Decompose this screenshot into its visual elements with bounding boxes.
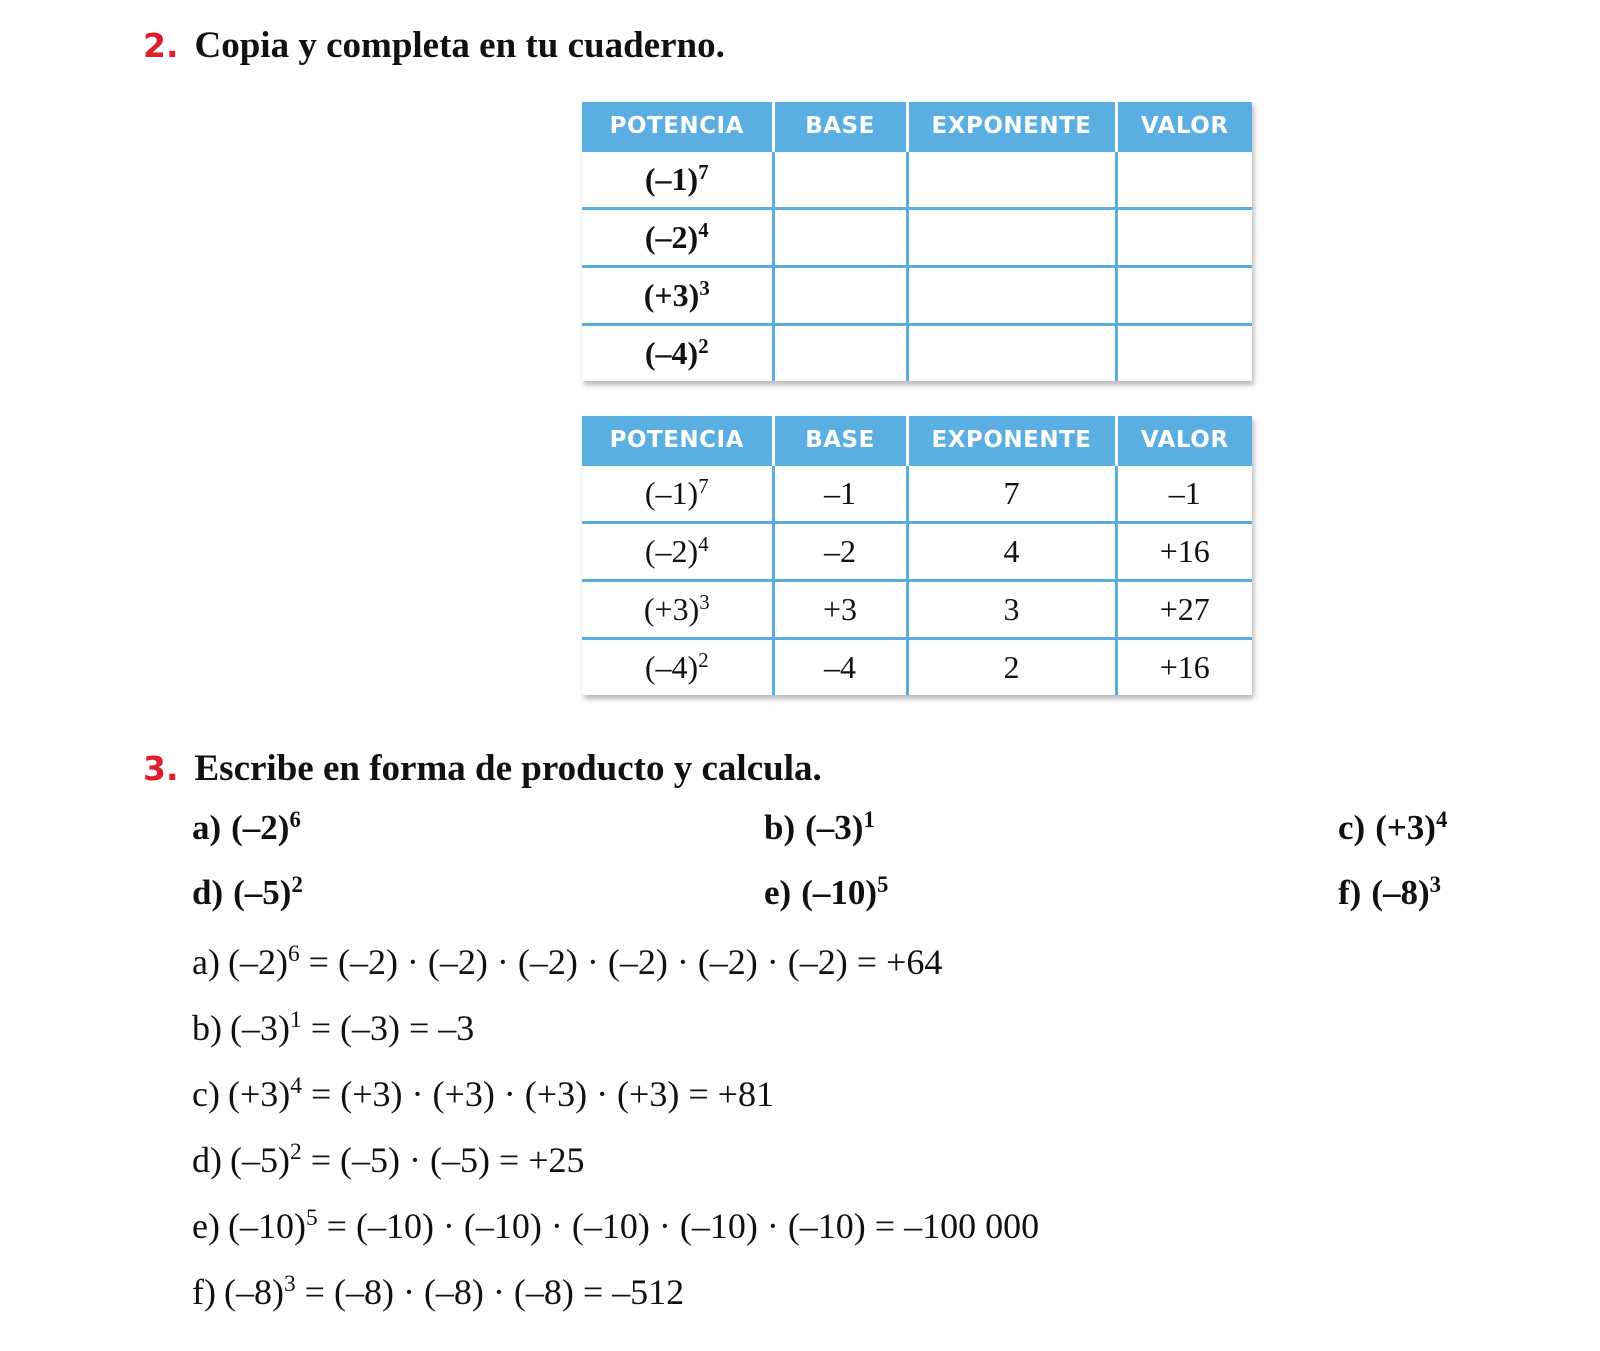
- cell-base: –2: [773, 523, 907, 581]
- cell-exponente: 2: [907, 639, 1116, 696]
- table-row: [582, 639, 1252, 696]
- cell-base: +3: [773, 581, 907, 639]
- powers-table-question: [582, 102, 1252, 381]
- answer-e: e) $(-10)^5 = (-10) \cdot (-10) \cdot (-10) \cdot (-10) \cdot (-10) = -100$ 000: [192, 1205, 1040, 1246]
- table-row: [582, 151, 1252, 209]
- cell-potencia: $(-2)^4$: [582, 523, 773, 581]
- cell-potencia: $(-4)^2$: [582, 325, 773, 382]
- cell-exponente: [907, 325, 1116, 382]
- item-d: d) $(-5)^2$: [192, 871, 303, 912]
- cell-exponente: 7: [907, 465, 1116, 523]
- answer-f: f) $(-8)^3 = (-8) \cdot (-8) \cdot (-8) = -512$: [192, 1271, 685, 1312]
- header-base: BASE: [773, 102, 907, 151]
- exercise-2-title: [143, 27, 725, 64]
- powers-table-answer: [582, 416, 1252, 695]
- header-exponente: EXPONENTE: [907, 102, 1116, 151]
- exercise-2-text: Copia y completa en tu cuaderno.: [194, 25, 725, 66]
- cell-potencia: $(-4)^2$: [582, 639, 773, 696]
- table-header-row: [582, 102, 1252, 151]
- cell-base: [773, 151, 907, 209]
- cell-potencia: $(-1)^7$: [582, 465, 773, 523]
- exercise-2-number: 2.: [143, 26, 179, 65]
- exercise-3-answers: [192, 942, 1039, 1338]
- header-potencia: POTENCIA: [582, 102, 773, 151]
- cell-base: [773, 325, 907, 382]
- cell-base: –1: [773, 465, 907, 523]
- cell-exponente: [907, 209, 1116, 267]
- cell-exponente: [907, 267, 1116, 325]
- cell-valor: [1116, 325, 1252, 382]
- cell-valor: [1116, 267, 1252, 325]
- cell-exponente: 3: [907, 581, 1116, 639]
- header-valor: VALOR: [1116, 416, 1252, 465]
- cell-base: [773, 209, 907, 267]
- cell-potencia: $(+3)^3$: [582, 267, 773, 325]
- answer-b: b) $(-3)^1 = (-3) = -3$: [192, 1007, 475, 1048]
- cell-valor: [1116, 151, 1252, 209]
- cell-base: [773, 267, 907, 325]
- table-row: [582, 523, 1252, 581]
- exercise-3-title: [143, 750, 822, 787]
- answer-a: a) $(-2)^6 = (-2) \cdot (-2) \cdot (-2) \cdot (-2) \cdot (-2) \cdot (-2) = +64$: [192, 941, 943, 982]
- header-base: BASE: [773, 416, 907, 465]
- cell-valor: +16: [1116, 639, 1252, 696]
- table-row: [582, 267, 1252, 325]
- cell-potencia: $(-2)^4$: [582, 209, 773, 267]
- table-header-row: [582, 416, 1252, 465]
- item-b: b) $(-3)^1$: [764, 806, 875, 847]
- item-c: c) $(+3)^4$: [1338, 806, 1448, 847]
- answer-d: d) $(-5)^2 = (-5) \cdot (-5) = +25$: [192, 1139, 585, 1180]
- cell-base: –4: [773, 639, 907, 696]
- cell-potencia: $(-1)^7$: [582, 151, 773, 209]
- item-a: a) $(-2)^6$: [192, 806, 301, 847]
- item-e: e) $(-10)^5$: [764, 871, 889, 912]
- exercise-3-number: 3.: [143, 749, 179, 788]
- cell-valor: +16: [1116, 523, 1252, 581]
- table-row: [582, 325, 1252, 382]
- header-valor: VALOR: [1116, 102, 1252, 151]
- table-row: [582, 581, 1252, 639]
- exercise-3-text: Escribe en forma de producto y calcula.: [194, 748, 822, 789]
- table-row: [582, 209, 1252, 267]
- answer-c: c) $(+3)^4 = (+3) \cdot (+3) \cdot (+3) \cdot (+3) = +81$: [192, 1073, 774, 1114]
- item-f: f) $(-8)^3$: [1338, 871, 1441, 912]
- cell-valor: –1: [1116, 465, 1252, 523]
- cell-valor: +27: [1116, 581, 1252, 639]
- cell-potencia: $(+3)^3$: [582, 581, 773, 639]
- header-potencia: POTENCIA: [582, 416, 773, 465]
- cell-valor: [1116, 209, 1252, 267]
- cell-exponente: 4: [907, 523, 1116, 581]
- table-row: [582, 465, 1252, 523]
- cell-exponente: [907, 151, 1116, 209]
- header-exponente: EXPONENTE: [907, 416, 1116, 465]
